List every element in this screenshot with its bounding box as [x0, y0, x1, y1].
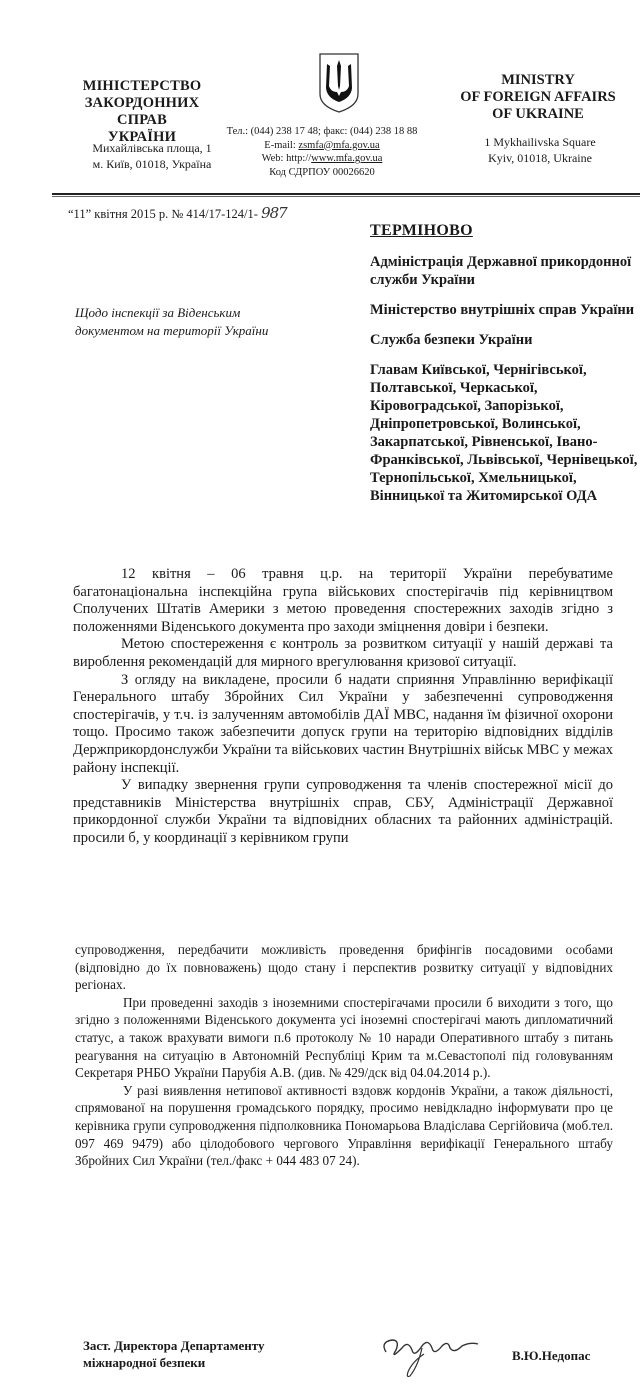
signatory-title-line: міжнародної безпеки	[83, 1355, 206, 1370]
web-link[interactable]: www.mfa.gov.ua	[311, 153, 383, 164]
body-paragraph: У разі виявлення нетипової активності вздовж кордонів України, а також діяльності, спрямованої на порушення громадського порядку, просимо невідкладно інформувати про це керівника групи супроводження підполковника Пономарьова Владіслава Сергійовича (моб.тел. 097 469 9479) або цілодобового чергового Управління верифікації Генерального штабу Збройних Сил України (тел./факс + 044 483 07 24).	[75, 1082, 613, 1169]
ministry-name-ua-line: МІНІСТЕРСТВО	[82, 78, 202, 94]
edrpou-code: Код СДРПОУ 00026620	[269, 166, 375, 178]
urgent-label: ТЕРМІНОВО	[370, 222, 473, 239]
address-ua-line: Михайлівська площа, 1	[92, 141, 212, 155]
address-en	[460, 134, 620, 166]
address-en-line: Kyiv, 01018, Ukraine	[488, 151, 592, 165]
body-paragraph: 12 квітня – 06 травня ц.р. на території України перебуватиме багатонаціональна інспекційна група військових спостерігачів під керівництвом Сполучених Штатів Америки з метою проведення спостережних заходів згідно з положеннями Віденського документа про заходи зміцнення довіри і безпеки.	[73, 566, 613, 635]
header-divider-thin	[52, 196, 640, 197]
web-line	[222, 152, 422, 166]
email-link[interactable]: zsmfa@mfa.gov.ua	[298, 139, 380, 151]
ministry-name-ua-line: УКРАЇНИ	[107, 129, 177, 145]
recipients-block	[370, 222, 640, 517]
letter-body-continued	[75, 941, 613, 1170]
ministry-name-ua-line: ЗАКОРДОННИХ СПРАВ	[84, 95, 200, 128]
ministry-name-en-line: OF FOREIGN AFFAIRS	[460, 89, 616, 105]
header-divider	[52, 193, 640, 195]
body-paragraph: При проведенні заходів з іноземними спостерігачами просили б виходити з того, що згідно з положеннями Віденського документа усі іноземні спостерігачі мають дипломатичний статус, а також врахувати вимоги п.6 протоколу № 10 наради Оперативного штабу з питань реагування на ситуацію в Автономній Республіці Крим та м.Севастополі під головуванням Секретаря РНБО України Парубія А.В. (див. № 429/дск від 04.04.2014 р.).	[75, 994, 613, 1081]
body-continuation: супроводження, передбачити можливість проведення брифінгів посадовими особами (відповідно до їх повноважень) щодо стану і перспектив розвитку ситуації у відповідних регіонах.	[75, 942, 613, 993]
subject-text-line: документом на території України	[75, 323, 269, 338]
document-reference	[68, 205, 287, 222]
date-number: “11” квітня 2015 р. № 414/17-124/1-	[68, 207, 258, 221]
signatory-title-line: Заст. Директора Департаменту	[83, 1338, 265, 1353]
recipient: Адміністрація Державної прикордонної служби України	[370, 254, 632, 288]
ministry-name-ua	[62, 78, 222, 146]
address-en-line: 1 Mykhailivska Square	[484, 135, 596, 149]
recipient: Главам Київської, Чернігівської, Полтавської, Черкаської, Кіровоградської, Запорізької, Дніпропетровської, Волинської, Закарпатської, Рівненської, Івано-Франківської, Львівської, Чернівецької, Тернопільської, Хмельницької, Вінницької та Житомирської ОДА	[370, 362, 638, 504]
body-paragraph: Метою спостереження є контроль за розвитком ситуації у нашій державі та вироблення рекомендацій для мирного врегулювання кризової ситуації.	[73, 636, 613, 670]
recipient: Міністерство внутрішніх справ України	[370, 302, 635, 318]
trident-coat-of-arms-icon	[318, 52, 360, 114]
letter-body	[73, 566, 613, 848]
ministry-name-en	[448, 72, 628, 123]
email-label: E-mail:	[264, 139, 299, 151]
body-paragraph: З огляду на викладене, просили б надати сприяння Управлінню верифікації Генерального штабу Збройних Сил України у забезпеченні супроводження спостерігачів, у т.ч. із залученням автомобілів ДАЇ МВС, надання їм фізичної охорони тощо. Просимо також забезпечити допуск групи на територію відповідних відділів Держприкордонслужби України та військових частин Внутрішніх військ МВС у межах району інспекції.	[73, 671, 613, 776]
web-label: Web: http://	[261, 153, 312, 164]
ministry-name-en-line: OF UKRAINE	[492, 106, 584, 122]
address-ua-line: м. Київ, 01018, Україна	[92, 157, 212, 171]
signatory-title	[83, 1337, 264, 1371]
subject-text-line: Щодо інспекції за Віденським	[75, 305, 241, 320]
signatory-name: В.Ю.Недопас	[512, 1348, 591, 1363]
ministry-name-en-line: MINISTRY	[501, 72, 575, 88]
phone-fax: Тел.: (044) 238 17 48; факс: (044) 238 18 88	[226, 126, 418, 137]
recipient: Служба безпеки України	[370, 332, 533, 348]
handwritten-number: 987	[261, 204, 287, 222]
body-paragraph: У випадку звернення групи супроводження та членів спостережної місії до представників Міністерства внутрішніх справ, СБУ, Адміністрації Державної прикордонної служби України та відповідних обласних та районних адміністрацій. просили б, у координації з керівником групи	[73, 777, 613, 846]
contacts-block	[222, 125, 422, 179]
email-line	[222, 139, 422, 153]
address-ua	[62, 140, 242, 172]
handwritten-signature-icon	[378, 1330, 488, 1380]
subject-line	[75, 304, 305, 340]
